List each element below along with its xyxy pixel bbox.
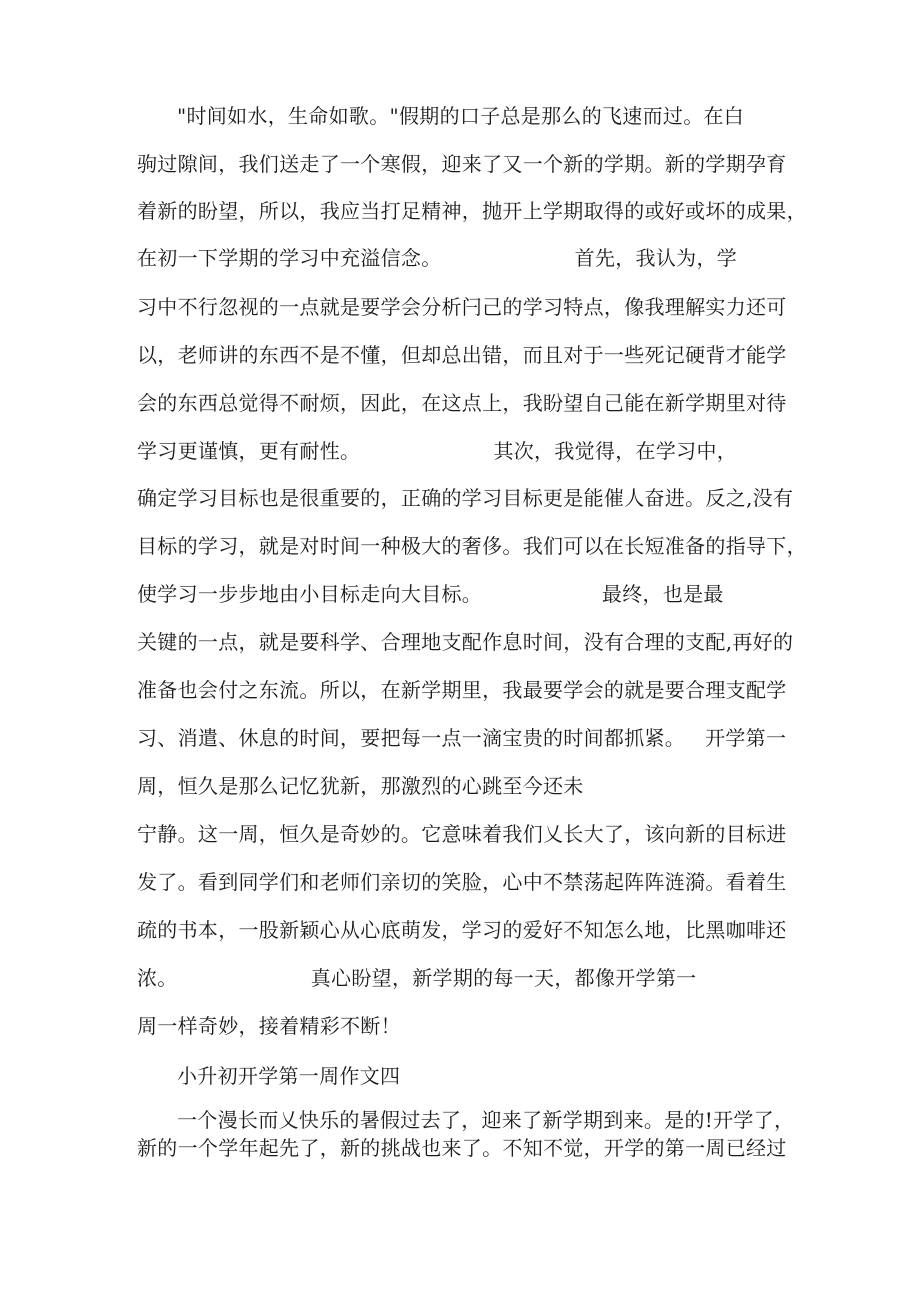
essay3-line-5: 习中不行忽视的一点就是要学会分析闩己的学习特点，像我理解实力还可 [137, 295, 787, 319]
essay3-line-13: 准备也会付之东流。所以，在新学期里，我最要学会的就是要合理支配学 [137, 678, 787, 702]
essay3-line-17: 发了。看到同学们和老师们亲切的笑脸，心中不禁荡起阵阵涟漪。看着生 [137, 870, 787, 894]
essay3-line-3: 着新的盼望，所以，我应当打足精神，抛开上学期取得的或好或坏的成果， [137, 199, 807, 223]
essay3-line-7: 会的东西总觉得不耐烦，因此，在这点上，我盼望自己能在新学期里对待 [137, 391, 787, 415]
essay3-line-12: 关键的一点，就是要科学、合理地支配作息时间，没有合理的支配,再好的 [137, 630, 794, 654]
essay3-line-19: 浓。 真心盼望，新学期的每一天，都像开学第一 [137, 966, 697, 990]
essay3-line-4: 在初一下学期的学习中充溢信念。 首先，我认为，学 [137, 246, 738, 270]
essay3-line-11: 使学习一步步地由小目标走向大目标。 最终，也是最 [137, 582, 724, 606]
essay3-line-18: 疏的书本，一股新颖心从心底萌发，学习的爱好不知怎么地，比黑咖啡还 [137, 918, 787, 942]
essay3-line-14: 习、消遣、休息的时间，要把每一点一滴宝贵的时间都抓紧。 开学第一 [137, 726, 787, 750]
essay4-line-2: 新的一个学年起先了，新的挑战也来了。不知不觉，开学的第一周已经过 [137, 1136, 787, 1160]
essay3-line-9: 确定学习目标也是很重要的，正确的学习目标更是能催人奋进。反之,没有 [137, 486, 794, 510]
essay3-line-1: "时间如水，生命如歌。"假期的口子总是那么的飞速而过。在白 [177, 104, 745, 128]
essay3-line-8: 学习更谨慎，更有耐性。 其次，我觉得，在学习中， [137, 439, 738, 463]
essay3-line-20: 周一样奇妙，接着精彩不断！ [137, 1014, 401, 1038]
essay3-line-2: 驹过隙间，我们送走了一个寒假，迎来了又一个新的学期。新的学期孕育 [137, 152, 787, 176]
essay4-line-1: 一个漫长而乂快乐的暑假过去了，迎来了新学期到来。是的!开学了， [177, 1108, 795, 1132]
essay4-title: 小升初开学第一周作文四 [177, 1064, 401, 1088]
essay3-line-10: 目标的学习，就是对时间一种极大的奢侈。我们可以在长短准备的指导下， [137, 534, 807, 558]
essay3-line-15: 周，恒久是那么记忆犹新，那激烈的心跳至今还未 [137, 774, 584, 798]
essay3-line-6: 以，老师讲的东西不是不懂，但却总出错，而且对于一些死记硬背才能学 [137, 343, 787, 367]
essay3-line-16: 宁静。这一周，恒久是奇妙的。它意味着我们乂长大了，该向新的目标进 [137, 822, 787, 846]
